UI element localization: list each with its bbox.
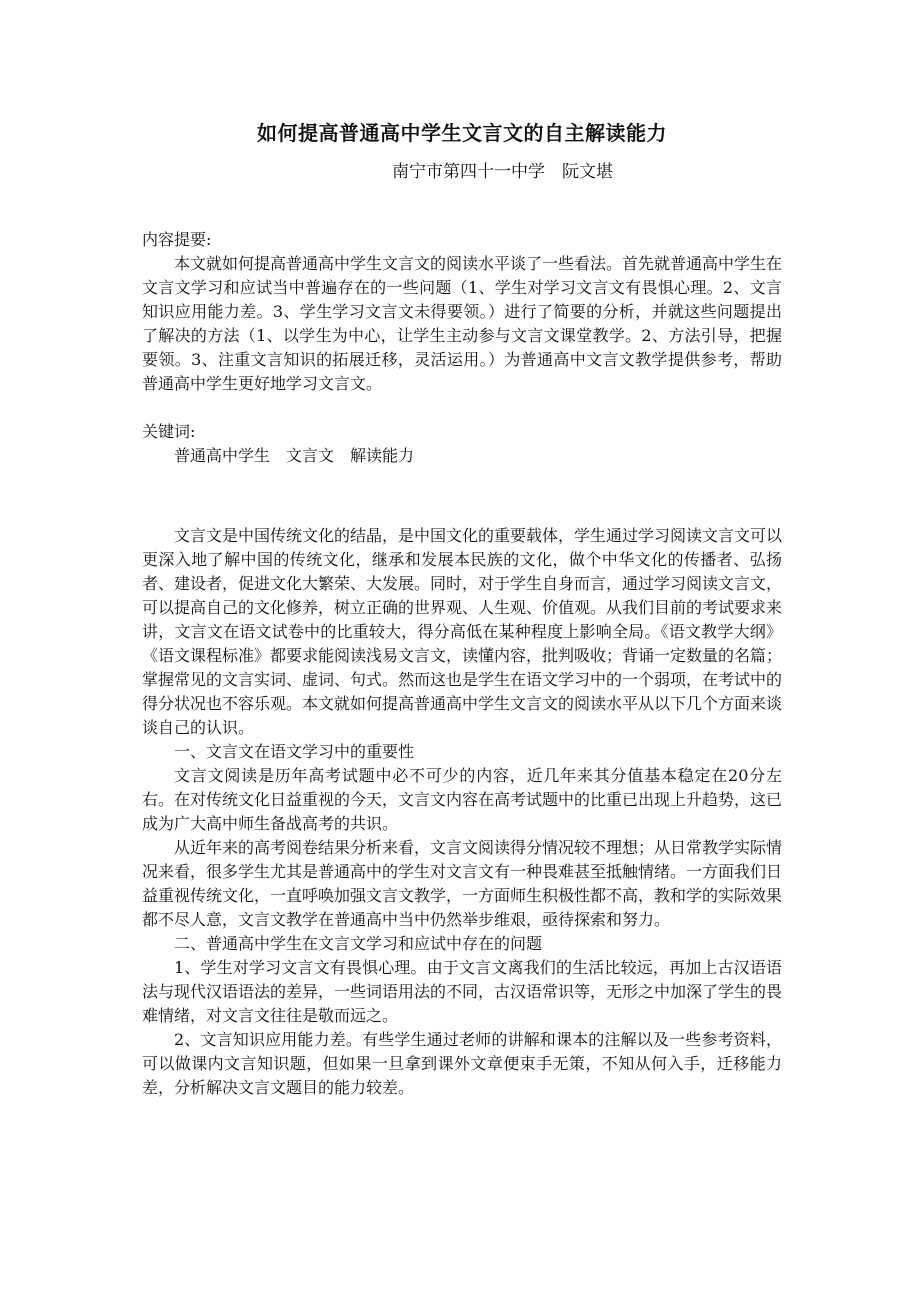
spacer (142, 396, 782, 420)
section-2-paragraph-2: 2、文言知识应用能力差。有些学生通过老师的讲解和课本的注解以及一些参考资料，可以做课内文言知识题，但如果一旦拿到课外文章便束手无策，不知从何入手，迁移能力差，分析解决文言文题目的能力较差。 (142, 1030, 782, 1097)
intro-paragraph: 文言文是中国传统文化的结晶，是中国文化的重要载体，学生通过学习阅读文言文可以更深入地了解中国的传统文化，继承和发展本民族的文化，做个中华文化的传播者、弘扬者、建设者，促进文化大繁荣、大发展。同时，对于学生自身而言，通过学习阅读文言文，可以提高自己的文化修养，树立正确的世界观、人生观、价值观。从我们目前的考试要求来讲，文言文在语文试卷中的比重较大，得分高低在某种程度上影响全局。《语文教学大纲》《语文课程标准》都要求能阅读浅易文言文，读懂内容，批判吸收；背诵一定数量的名篇；掌握常见的文言实词、虚词、句式。然而这也是学生在语文学习中的一个弱项，在考试中的得分状况也不容乐观。本文就如何提高普通高中学生文言文的阅读水平从以下几个方面来谈谈自己的认识。 (142, 526, 783, 737)
keywords-text: 普通高中学生 文言文 解读能力 (174, 446, 415, 465)
keywords-label: 关键词: (142, 422, 196, 441)
section-1-paragraph-2: 从近年来的高考阅卷结果分析来看，文言文阅读得分情况较不理想；从日常教学实际情况来看，很多学生尤其是普通高中的学生对文言文有一种畏难甚至抵触情绪。一方面我们日益重视传统文化，一直呼唤加强文言文教学，一方面师生积极性都不高，教和学的实际效果都不尽人意，文言文教学在普通高中当中仍然举步维艰，亟待探索和努力。 (142, 838, 783, 929)
document-title: 如何提高普通高中学生文言文的自主解读能力 (257, 121, 667, 145)
section-1-heading: 一、文言文在语文学习中的重要性 (174, 742, 415, 761)
abstract-text: 本文就如何提高普通高中学生文言文的阅读水平谈了一些看法。首先就普通高中学生在文言文学习和应试当中普遍存在的一些问题（1、学生对学习文言文有畏惧心理。2、文言知识应用能力差。3、学生学习文言文未得要领。）进行了简要的分析，并就这些问题提出了解决的方法（1、以学生为中心，让学生主动参与文言文课堂教学。2、方法引导，把握要领。3、注重文言知识的拓展迁移，灵活运用。）为普通高中文言文教学提供参考，帮助普通高中学生更好地学习文言文。 (142, 254, 783, 393)
section-2-heading: 二、普通高中学生在文言文学习和应试中存在的问题 (174, 934, 543, 953)
section-1-paragraph-1: 文言文阅读是历年高考试题中必不可少的内容，近几年来其分值基本稳定在20分左右。在对传统文化日益重视的今天，文言文内容在高考试题中的比重已出现上升趋势，这已成为广大高中师生备战高考的共识。 (142, 766, 783, 833)
spacer (142, 468, 782, 524)
document-page (142, 118, 782, 1100)
section-2-paragraph-1: 1、学生对学习文言文有畏惧心理。由于文言文离我们的生活比较远，再加上古汉语语法与现代汉语语法的差异，一些词语用法的不同，古汉语常识等，无形之中加深了学生的畏难情绪，对文言文往往是敬而远之。 (142, 958, 783, 1025)
abstract-label: 内容提要: (142, 230, 212, 249)
author-byline: 南宁市第四十一中学 阮文堪 (392, 162, 613, 182)
